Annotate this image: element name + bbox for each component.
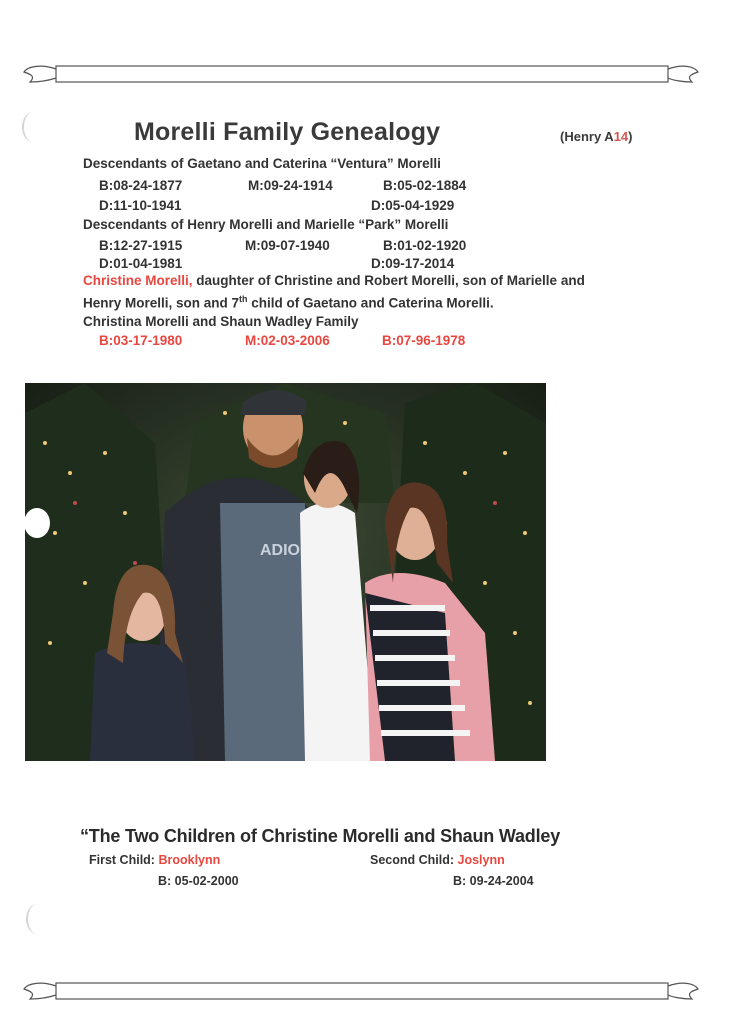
section2-birth1: B:12-27-1915	[99, 238, 183, 253]
page-label-suffix: )	[628, 129, 633, 144]
second-child-name: Joslynn	[457, 853, 505, 867]
section3-birth2: B:07-96-1978	[382, 333, 466, 348]
photo-caption: “The Two Children of Christine Morelli and Shaun Wadley	[80, 826, 561, 846]
second-child-birth: B: 09-24-2004	[453, 874, 534, 888]
section3-birth1: B:03-17-1980	[99, 333, 183, 348]
first-child	[89, 853, 220, 867]
lineage-name: Christine Morelli,	[83, 273, 193, 288]
first-child-birth: B: 05-02-2000	[158, 874, 239, 888]
page-label-number: 14	[613, 129, 629, 144]
page-label	[560, 129, 633, 144]
section2-birth2: B:01-02-1920	[383, 238, 467, 253]
lineage-text2-prefix: Henry Morelli, son and 7	[83, 295, 240, 311]
lineage-text2-suffix: child of Gaetano and Caterina Morelli.	[247, 295, 494, 311]
lineage-line1	[83, 273, 585, 288]
first-child-label: First Child:	[89, 853, 159, 867]
lineage-text1: daughter of Christine and Robert Morelli, son of Marielle and	[192, 273, 585, 288]
binder-ring-mark	[22, 112, 44, 142]
section1-birth1: B:08-24-1877	[99, 178, 183, 193]
section1-death2: D:05-04-1929	[371, 198, 455, 213]
section3-heading: Christina Morelli and Shaun Wadley Family	[83, 314, 359, 329]
page-title: Morelli Family Genealogy	[134, 118, 441, 146]
section1-death1: D:11-10-1941	[99, 198, 182, 213]
section2-heading: Descendants of Henry Morelli and Marielle “Park” Morelli	[83, 217, 449, 232]
section2-marriage: M:09-07-1940	[245, 238, 330, 253]
second-child	[370, 853, 505, 867]
section3-marriage: M:02-03-2006	[245, 333, 330, 348]
page-label-prefix: (Henry A	[560, 129, 614, 144]
lineage-text2-sup: th	[239, 294, 248, 304]
section1-heading: Descendants of Gaetano and Caterina “Ventura” Morelli	[83, 156, 441, 171]
section1-marriage: M:09-24-1914	[248, 178, 333, 193]
section2-death2: D:09-17-2014	[371, 256, 455, 271]
first-child-name: Brooklynn	[158, 853, 221, 867]
lineage-line2	[83, 294, 494, 311]
bottom-scroll-border	[22, 977, 700, 1005]
top-scroll-border	[22, 60, 700, 88]
punch-hole	[24, 508, 50, 538]
section2-death1: D:01-04-1981	[99, 256, 183, 271]
second-child-label: Second Child:	[370, 853, 458, 867]
binder-ring-mark-bottom	[26, 904, 48, 934]
section1-birth2: B:05-02-1884	[383, 178, 467, 193]
family-photo	[25, 383, 546, 761]
svg-text:ADIO: ADIO	[260, 542, 300, 559]
